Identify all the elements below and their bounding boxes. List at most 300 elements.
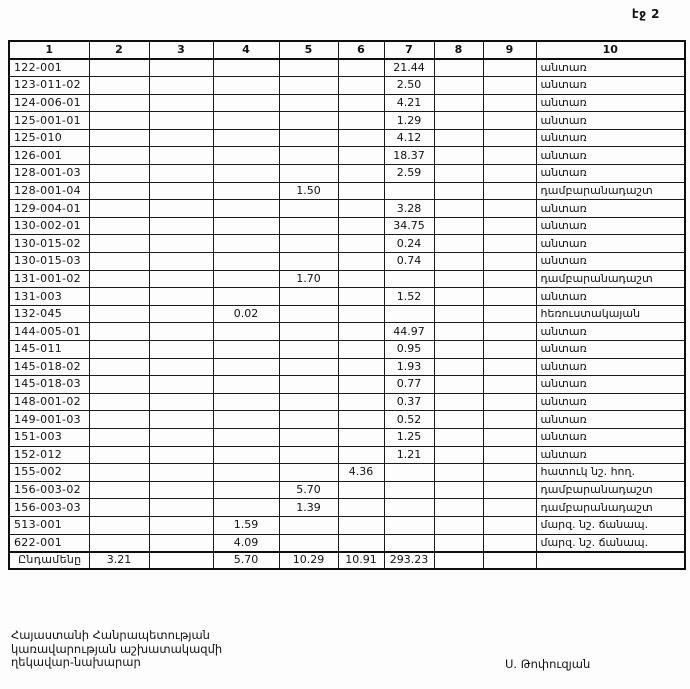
value-cell [89, 77, 149, 95]
value-cell [213, 165, 279, 183]
table-row [9, 341, 685, 359]
value-cell [213, 59, 279, 77]
value-cell [149, 165, 213, 183]
value-cell [338, 94, 384, 112]
value-cell: 21.44 [384, 59, 434, 77]
value-cell [89, 393, 149, 411]
value-cell: 1.25 [384, 428, 434, 446]
value-cell [149, 288, 213, 306]
total-value-cell [434, 552, 483, 570]
value-cell [213, 464, 279, 482]
value-cell [434, 358, 483, 376]
value-cell [483, 323, 536, 341]
land-category-cell: անտառ [536, 376, 685, 394]
parcel-code-cell: 123-011-02 [9, 77, 89, 95]
land-category-cell: անտառ [536, 59, 685, 77]
table-row [9, 534, 685, 552]
value-cell [149, 393, 213, 411]
value-cell [279, 217, 338, 235]
parcel-code-cell: 152-012 [9, 446, 89, 464]
value-cell [338, 59, 384, 77]
total-label-cell: Ընդամենը [9, 552, 89, 570]
value-cell [279, 376, 338, 394]
value-cell [384, 182, 434, 200]
value-cell [213, 411, 279, 429]
value-cell [213, 94, 279, 112]
value-cell [483, 217, 536, 235]
value-cell [434, 481, 483, 499]
value-cell [434, 182, 483, 200]
value-cell [434, 217, 483, 235]
value-cell [149, 499, 213, 517]
value-cell [149, 182, 213, 200]
value-cell [279, 200, 338, 218]
land-category-cell: անտառ [536, 411, 685, 429]
value-cell [434, 446, 483, 464]
value-cell [89, 235, 149, 253]
value-cell [338, 393, 384, 411]
issuer-block [11, 629, 222, 670]
value-cell [149, 217, 213, 235]
value-cell [213, 376, 279, 394]
value-cell [434, 112, 483, 130]
total-row [9, 552, 685, 570]
value-cell [149, 341, 213, 359]
issuer-line-2: կառավարության աշխատակազմի [11, 641, 223, 656]
parcel-code-cell: 130-002-01 [9, 217, 89, 235]
land-category-cell: անտառ [536, 129, 685, 147]
value-cell [483, 376, 536, 394]
value-cell: 3.28 [384, 200, 434, 218]
table-row [9, 288, 685, 306]
value-cell [149, 516, 213, 534]
value-cell [279, 323, 338, 341]
value-cell [483, 94, 536, 112]
value-cell [279, 341, 338, 359]
parcel-code-cell: 513-001 [9, 516, 89, 534]
value-cell [149, 358, 213, 376]
value-cell [89, 305, 149, 323]
parcel-code-cell: 622-001 [9, 534, 89, 552]
value-cell: 1.93 [384, 358, 434, 376]
value-cell: 0.95 [384, 341, 434, 359]
value-cell [279, 147, 338, 165]
value-cell [89, 59, 149, 77]
value-cell [434, 411, 483, 429]
value-cell [89, 217, 149, 235]
value-cell [213, 481, 279, 499]
value-cell [483, 112, 536, 130]
value-cell [434, 59, 483, 77]
value-cell [279, 59, 338, 77]
value-cell [434, 499, 483, 517]
table-row [9, 516, 685, 534]
value-cell [149, 200, 213, 218]
total-value-cell [483, 552, 536, 570]
value-cell [149, 253, 213, 271]
value-cell [384, 534, 434, 552]
value-cell: 44.97 [384, 323, 434, 341]
value-cell [213, 147, 279, 165]
value-cell [338, 516, 384, 534]
value-cell: 0.24 [384, 235, 434, 253]
value-cell [434, 235, 483, 253]
parcel-code-cell: 128-001-03 [9, 165, 89, 183]
value-cell [89, 358, 149, 376]
value-cell [483, 129, 536, 147]
parcel-code-cell: 145-018-02 [9, 358, 89, 376]
value-cell [434, 94, 483, 112]
land-category-cell: անտառ [536, 253, 685, 271]
column-header: 4 [213, 41, 279, 59]
value-cell [338, 235, 384, 253]
value-cell [434, 376, 483, 394]
column-header: 5 [279, 41, 338, 59]
value-cell [338, 376, 384, 394]
value-cell [89, 446, 149, 464]
value-cell [213, 200, 279, 218]
value-cell [338, 200, 384, 218]
value-cell [213, 112, 279, 130]
parcel-code-cell: 124-006-01 [9, 94, 89, 112]
land-category-cell: անտառ [536, 165, 685, 183]
value-cell [338, 534, 384, 552]
table-row [9, 323, 685, 341]
parcel-code-cell: 145-011 [9, 341, 89, 359]
table-row [9, 94, 685, 112]
value-cell [338, 165, 384, 183]
value-cell [434, 516, 483, 534]
table-row [9, 376, 685, 394]
value-cell [279, 428, 338, 446]
value-cell [384, 516, 434, 534]
land-category-cell: անտառ [536, 358, 685, 376]
value-cell [434, 165, 483, 183]
value-cell [213, 428, 279, 446]
value-cell [483, 253, 536, 271]
value-cell [89, 270, 149, 288]
value-cell: 0.77 [384, 376, 434, 394]
column-header: 9 [483, 41, 536, 59]
value-cell: 4.09 [213, 534, 279, 552]
land-category-cell: հեռուստակայան [536, 305, 685, 323]
value-cell [483, 200, 536, 218]
value-cell [483, 288, 536, 306]
value-cell [149, 77, 213, 95]
value-cell [483, 393, 536, 411]
value-cell: 18.37 [384, 147, 434, 165]
table-header-row [9, 41, 685, 59]
table-row [9, 253, 685, 271]
value-cell [338, 411, 384, 429]
value-cell: 0.74 [384, 253, 434, 271]
table-row [9, 481, 685, 499]
value-cell [338, 341, 384, 359]
value-cell [338, 147, 384, 165]
parcel-code-cell: 131-001-02 [9, 270, 89, 288]
value-cell [213, 358, 279, 376]
value-cell [434, 270, 483, 288]
value-cell [338, 182, 384, 200]
table-row [9, 129, 685, 147]
value-cell [434, 534, 483, 552]
parcel-code-cell: 151-003 [9, 428, 89, 446]
land-category-cell: անտառ [536, 200, 685, 218]
value-cell [89, 94, 149, 112]
value-cell [149, 147, 213, 165]
value-cell [434, 253, 483, 271]
value-cell [338, 270, 384, 288]
value-cell [213, 217, 279, 235]
value-cell [89, 464, 149, 482]
value-cell [434, 305, 483, 323]
value-cell [89, 516, 149, 534]
value-cell: 1.59 [213, 516, 279, 534]
value-cell [338, 358, 384, 376]
value-cell [279, 411, 338, 429]
issuer-line-3: ղեկավար-նախարար [11, 655, 141, 669]
land-category-cell: անտառ [536, 323, 685, 341]
value-cell [434, 288, 483, 306]
value-cell [89, 376, 149, 394]
value-cell [89, 129, 149, 147]
land-category-cell: դամբարանադաշտ [536, 481, 685, 499]
value-cell [89, 147, 149, 165]
land-category-cell: անտառ [536, 393, 685, 411]
value-cell [149, 112, 213, 130]
land-category-cell: անտառ [536, 235, 685, 253]
value-cell [149, 376, 213, 394]
signature-name: Ս. Թոփուզյան [505, 657, 591, 671]
value-cell [279, 235, 338, 253]
value-cell [89, 341, 149, 359]
value-cell [483, 464, 536, 482]
value-cell: 2.50 [384, 77, 434, 95]
total-value-cell: 10.29 [279, 552, 338, 570]
parcel-code-cell: 155-002 [9, 464, 89, 482]
value-cell [213, 235, 279, 253]
land-category-cell: անտառ [536, 341, 685, 359]
value-cell: 5.70 [279, 481, 338, 499]
table-row [9, 165, 685, 183]
value-cell [483, 411, 536, 429]
column-header: 3 [149, 41, 213, 59]
value-cell [149, 59, 213, 77]
parcel-code-cell: 122-001 [9, 59, 89, 77]
value-cell [279, 165, 338, 183]
parcel-code-cell: 148-001-02 [9, 393, 89, 411]
value-cell [279, 94, 338, 112]
value-cell [434, 341, 483, 359]
value-cell [89, 112, 149, 130]
value-cell [483, 305, 536, 323]
column-header: 6 [338, 41, 384, 59]
value-cell [149, 464, 213, 482]
parcel-code-cell: 145-018-03 [9, 376, 89, 394]
value-cell [434, 200, 483, 218]
value-cell [338, 305, 384, 323]
parcel-code-cell: 156-003-03 [9, 499, 89, 517]
value-cell [149, 446, 213, 464]
value-cell [338, 446, 384, 464]
value-cell [483, 428, 536, 446]
value-cell [384, 499, 434, 517]
land-parcels-table [8, 40, 686, 570]
table-row [9, 112, 685, 130]
value-cell [89, 323, 149, 341]
value-cell [89, 481, 149, 499]
value-cell [149, 305, 213, 323]
land-category-cell: անտառ [536, 147, 685, 165]
value-cell: 1.52 [384, 288, 434, 306]
value-cell [149, 235, 213, 253]
land-category-cell: անտառ [536, 77, 685, 95]
parcel-code-cell: 129-004-01 [9, 200, 89, 218]
column-header: 8 [434, 41, 483, 59]
value-cell [213, 288, 279, 306]
table-row [9, 305, 685, 323]
table-row [9, 358, 685, 376]
value-cell [89, 200, 149, 218]
value-cell [483, 165, 536, 183]
value-cell [434, 464, 483, 482]
value-cell: 4.12 [384, 129, 434, 147]
value-cell [149, 94, 213, 112]
value-cell [279, 77, 338, 95]
value-cell [483, 446, 536, 464]
value-cell [89, 428, 149, 446]
value-cell [483, 516, 536, 534]
value-cell: 0.37 [384, 393, 434, 411]
value-cell: 1.39 [279, 499, 338, 517]
value-cell [149, 481, 213, 499]
value-cell [483, 481, 536, 499]
column-header: 2 [89, 41, 149, 59]
land-category-cell: հատուկ նշ. հող. [536, 464, 685, 482]
value-cell: 0.52 [384, 411, 434, 429]
value-cell: 34.75 [384, 217, 434, 235]
value-cell [89, 411, 149, 429]
table-row [9, 147, 685, 165]
value-cell: 0.02 [213, 305, 279, 323]
value-cell [434, 393, 483, 411]
value-cell [338, 112, 384, 130]
parcel-code-cell: 128-001-04 [9, 182, 89, 200]
land-category-cell: մարզ. նշ. ճանապ. [536, 534, 685, 552]
value-cell [213, 270, 279, 288]
value-cell [338, 481, 384, 499]
value-cell [338, 77, 384, 95]
total-value-cell [149, 552, 213, 570]
value-cell [89, 165, 149, 183]
table-row [9, 393, 685, 411]
land-category-cell: դամբարանադաշտ [536, 499, 685, 517]
value-cell [213, 253, 279, 271]
value-cell [279, 305, 338, 323]
value-cell [279, 534, 338, 552]
table-row [9, 428, 685, 446]
value-cell [89, 182, 149, 200]
parcel-code-cell: 156-003-02 [9, 481, 89, 499]
parcel-code-cell: 125-001-01 [9, 112, 89, 130]
value-cell [149, 323, 213, 341]
land-category-cell: դամբարանադաշտ [536, 182, 685, 200]
value-cell [483, 270, 536, 288]
value-cell [213, 446, 279, 464]
value-cell [89, 534, 149, 552]
table-row [9, 411, 685, 429]
page-number-label: էջ 2 [631, 7, 660, 21]
table-row [9, 446, 685, 464]
value-cell: 1.50 [279, 182, 338, 200]
value-cell [89, 288, 149, 306]
value-cell [338, 129, 384, 147]
parcel-code-cell: 125-010 [9, 129, 89, 147]
land-category-cell: անտառ [536, 217, 685, 235]
parcel-code-cell: 131-003 [9, 288, 89, 306]
total-value-cell: 5.70 [213, 552, 279, 570]
value-cell [434, 129, 483, 147]
value-cell [483, 182, 536, 200]
total-value-cell: 3.21 [89, 552, 149, 570]
value-cell [279, 393, 338, 411]
table-row [9, 270, 685, 288]
value-cell: 1.29 [384, 112, 434, 130]
land-category-cell: դամբարանադաշտ [536, 270, 685, 288]
value-cell [434, 428, 483, 446]
value-cell [483, 77, 536, 95]
value-cell [338, 499, 384, 517]
issuer-line-1: Հայաստանի Հանրապետության [11, 628, 210, 642]
table-row [9, 217, 685, 235]
value-cell [213, 182, 279, 200]
table-row [9, 464, 685, 482]
parcel-code-cell: 132-045 [9, 305, 89, 323]
value-cell [338, 428, 384, 446]
column-header: 10 [536, 41, 685, 59]
value-cell [213, 341, 279, 359]
value-cell: 1.70 [279, 270, 338, 288]
table-row [9, 499, 685, 517]
value-cell [483, 534, 536, 552]
value-cell [213, 499, 279, 517]
value-cell [279, 446, 338, 464]
land-category-cell: անտառ [536, 288, 685, 306]
value-cell [434, 147, 483, 165]
value-cell [279, 464, 338, 482]
land-category-cell: անտառ [536, 112, 685, 130]
value-cell [149, 270, 213, 288]
value-cell [279, 112, 338, 130]
value-cell [338, 217, 384, 235]
land-category-cell: անտառ [536, 94, 685, 112]
land-category-cell: անտառ [536, 446, 685, 464]
value-cell [279, 253, 338, 271]
parcel-code-cell: 149-001-03 [9, 411, 89, 429]
table-row [9, 77, 685, 95]
value-cell [338, 323, 384, 341]
value-cell [483, 341, 536, 359]
value-cell [213, 323, 279, 341]
parcel-code-cell: 144-005-01 [9, 323, 89, 341]
value-cell [483, 235, 536, 253]
value-cell [384, 464, 434, 482]
land-category-cell: մարզ. նշ. ճանապ. [536, 516, 685, 534]
value-cell [89, 499, 149, 517]
value-cell: 4.21 [384, 94, 434, 112]
value-cell [89, 253, 149, 271]
value-cell [483, 147, 536, 165]
